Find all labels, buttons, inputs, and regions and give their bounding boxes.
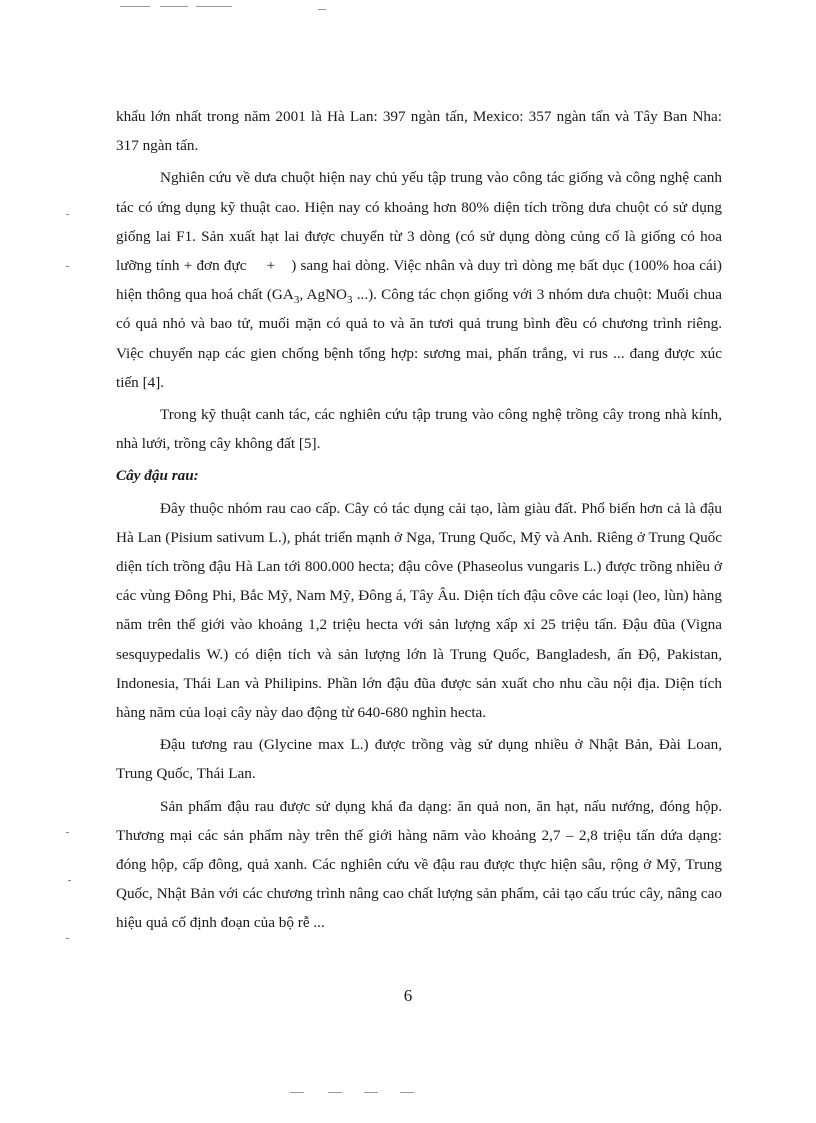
- text-segment: Sản phẩm đậu rau được sử dụng khá đa dạng: ăn quả non, ăn hạt, nấu nướng, đóng hộp. Thương mại các sản phẩm này trên thế giới hàng năm vào khoảng 2,7 – 2,8 triệu tấn dứa dạng: đóng hộp, cấp đông, quả xanh. Các nghiên cứu về đậu rau được thực hiện sâu, rộng ở Mỹ, Trung Quốc, Nhật Bản với các chương trình nâng cao chất lượng sản phẩm, cải tạo cấu trúc cây, nâng cao hiệu quả cố định đoạn của bộ rễ ...: [116, 797, 722, 932]
- page-number: 6: [403, 986, 413, 1005]
- scan-artifact-bottom-2: [328, 1092, 342, 1093]
- text-segment: , AgNO: [299, 286, 348, 304]
- paragraph: [116, 792, 722, 938]
- text-segment: Cây đậu rau:: [116, 467, 199, 485]
- paragraph: [116, 102, 722, 160]
- text-segment: Nghiên cứu về dưa chuột hiện nay chủ yếu tập trung vào công tác giống và công nghệ canh tác có ứng dụng kỹ thuật cao. Hiện nay có khoảng hơn 80% diện tích trồng dưa chuột có sử dụng giống lai F1. Sản xuất hạt lai được chuyển từ 3 dòng (có sử dụng dòng củng cố là giống có hoa lưỡng tính + đơn đực: [116, 169, 722, 275]
- scan-artifact-bottom-4: [400, 1092, 414, 1093]
- scan-artifact-top-4: [318, 9, 326, 10]
- text-segment: khẩu lớn nhất trong năm 2001 là Hà Lan: 397 ngàn tấn, Mexico: 357 ngàn tấn và Tây Ban Nha: 317 ngàn tấn.: [116, 108, 722, 155]
- scan-artifact-left-5: [66, 938, 69, 939]
- text-segment: Đậu tương rau (Glycine max L.) được trồng vàg sử dụng nhiều ở Nhật Bản, Đài Loan, Trung Quốc, Thái Lan.: [116, 736, 722, 783]
- subscript: 3: [293, 294, 300, 307]
- subscript: 3: [347, 294, 353, 307]
- text-segment: Đây thuộc nhóm rau cao cấp. Cây có tác dụng cải tạo, làm giàu đất. Phổ biến hơn cả là đậu Hà Lan (Pisium sativum L.), phát triển mạnh ở Nga, Trung Quốc, Mỹ và Anh. Riêng ở Trung Quốc diện tích trồng đậu Hà Lan tới 800.000 hecta; đậu côve (Phaseolus vungaris L.) được trồng nhiều ở các vùng Đông Phi, Bắc Mỹ, Nam Mỹ, Đông á, Tây Âu. Diện tích đậu côve các loại (leo, lùn) hàng năm trên thế giới vào khoảng 1,2 triệu hecta với sản lượng xấp xỉ 25 triệu tấn. Đậu đũa (Vigna sesquypedalis W.) có diện tích và sản lượng lớn là Trung Quốc, Bangladesh, ấn Độ, Pakistan, Indonesia, Thái Lan và Philipins. Phần lớn đậu đũa được sản xuất cho nhu cầu nội địa. Diện tích hàng năm của loại cây này dao động từ 640-680 nghìn hecta.: [116, 499, 722, 722]
- text-segment: ...). Công tác chọn giống với 3 nhóm dưa chuột: Muối chua có quả nhỏ và bao tử, muối mặn có quả to và ăn tươi quả trung bình đều có chương trình riêng. Việc chuyển nạp các gien chống bệnh tổng hợp: sương mai, phấn trắng, vi rus ... đang được xúc tiến [4].: [116, 286, 722, 391]
- scan-artifact-left-3: [66, 832, 69, 833]
- paragraph: [116, 400, 722, 458]
- text-segment: ) sang hai dòng. Việc nhân và duy trì dòng mẹ bất dục (100% hoa cái) hiện thông qua hoá chất (GA: [116, 257, 722, 304]
- scan-artifact-bottom-3: [364, 1092, 378, 1093]
- text-segment: Trong kỹ thuật canh tác, các nghiên cứu tập trung vào công nghệ trồng cây trong nhà kính, nhà lưới, trồng cây không đất [5].: [116, 406, 722, 453]
- paragraph: [116, 730, 722, 788]
- paragraph: [116, 163, 722, 397]
- text-segment: +: [262, 257, 280, 275]
- scan-artifact-top-2: [160, 6, 188, 7]
- scan-artifact-left-1: [66, 214, 69, 215]
- paragraph: [116, 494, 722, 728]
- scan-artifact-top-1: [120, 6, 150, 7]
- document-body: [116, 102, 722, 938]
- scan-artifact-top-3: [196, 6, 232, 7]
- section-heading: [116, 461, 722, 490]
- scan-artifact-left-4: [68, 880, 71, 881]
- scan-artifact-bottom-1: [290, 1092, 304, 1093]
- scan-artifact-left-2: [66, 266, 69, 267]
